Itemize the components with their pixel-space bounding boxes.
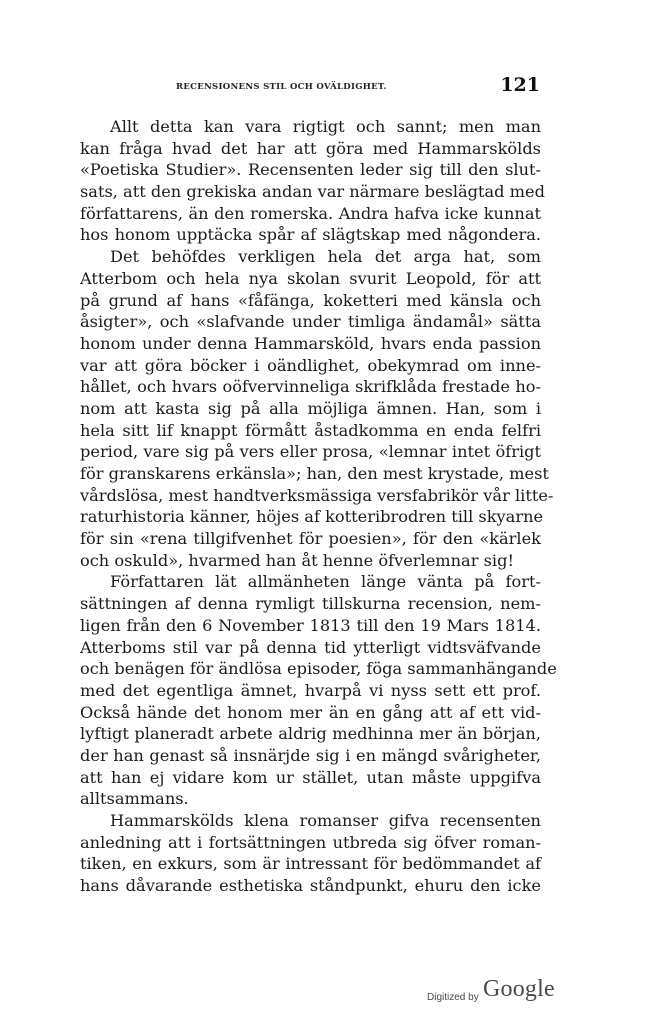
text-line: Allt detta kan vara rigtigt och sannt; men man xyxy=(110,117,541,136)
text-line: var att göra böcker i oändlighet, obekymrad om inne- xyxy=(80,355,541,375)
text-line: «Poetiska Studier». Recensenten leder sig till den slut- xyxy=(80,160,541,180)
text-line: sats, att den grekiska andan var närmare beslägtad med xyxy=(80,182,545,202)
text-line: för sin «rena tillgifvenhet för poesien», för den «kärlek xyxy=(80,529,541,549)
text-line: för granskarens erkänsla»; han, den mest krystade, mest xyxy=(80,464,549,483)
text-line: der han genast så insnärjde sig i en mängd svårigheter, xyxy=(80,745,541,765)
text-line: lyftigt planeradt arbete aldrig medhinna mer än början, xyxy=(80,724,541,744)
text-line: Atterboms stil var på denna tid ytterligt vidtsväfvande xyxy=(80,637,541,657)
text-line: Hammarskölds klena romanser gifva recensenten xyxy=(110,811,541,830)
text-line: tiken, en exkurs, som är intressant för bedömmandet af xyxy=(80,854,541,874)
running-title: RECENSIONENS STIL OCH OVÄLDIGHET. xyxy=(176,82,387,92)
text-line: Atterbom och hela nya skolan svurit Leopold, för att xyxy=(80,268,541,288)
text-line: Författaren lät allmänheten länge vänta på fort- xyxy=(110,572,541,592)
text-line: Det behöfdes verkligen hela det arga hat, som xyxy=(110,247,541,267)
text-line: kan fråga hvad det har att göra med Hammarskölds xyxy=(80,138,541,158)
text-line: hans dåvarande esthetiska ståndpunkt, ehuru den icke xyxy=(80,876,541,896)
watermark-prefix: Digitized by xyxy=(427,992,479,1003)
text-line: hållet, och hvars oöfvervinneliga skrifklåda frestade ho- xyxy=(80,377,541,397)
text-line: period, vare sig på vers eller prosa, «lemnar intet öfrigt xyxy=(80,442,541,462)
text-line: anledning att i fortsättningen utbreda sig öfver roman- xyxy=(80,832,541,852)
text-line: honom under denna Hammarsköld, hvars enda passion xyxy=(80,333,541,353)
text-line: åsigter», och «slafvande under timliga ändamål» sätta xyxy=(80,312,541,332)
text-line: ligen från den 6 November 1813 till den 19 Mars 1814. xyxy=(80,615,541,635)
text-line: vårdslösa, mest handtverksmässiga versfabrikör vår litte- xyxy=(80,485,554,505)
running-header xyxy=(80,74,540,98)
text-line: hela sitt lif knappt förmått åstadkomma en enda felfri xyxy=(80,420,541,440)
text-line: sättningen af denna rymligt tillskurna recension, nem- xyxy=(80,594,541,614)
text-line: nom att kasta sig på alla möjliga ämnen. Han, som i xyxy=(80,398,541,418)
text-line: och benägen för ändlösa episoder, föga sammanhängande xyxy=(80,659,557,679)
digitized-by-google-watermark xyxy=(427,974,567,1008)
text-line: att han ej vidare kom ur stället, utan måste uppgifva xyxy=(80,767,541,787)
text-line: alltsammans. xyxy=(80,789,189,809)
text-line: hos honom upptäcka spår af slägtskap med någondera. xyxy=(80,225,541,245)
text-line: med det egentliga ämnet, hvarpå vi nyss sett ett prof. xyxy=(80,680,541,700)
page-number: 121 xyxy=(500,74,540,96)
body-text xyxy=(80,116,557,897)
text-line: raturhistoria känner, höjes af kotteribrodren till skyarne xyxy=(80,507,544,527)
text-line: Också hände det honom mer än en gång att af ett vid- xyxy=(80,702,541,722)
text-line: och oskuld», hvarmed han åt henne öfverlemnar sig! xyxy=(80,550,514,570)
text-line: på grund af hans «fåfänga, koketteri med känsla och xyxy=(80,290,541,310)
google-logo: Google xyxy=(483,976,555,1002)
text-line: författarens, än den romerska. Andra hafva icke kunnat xyxy=(80,203,541,223)
